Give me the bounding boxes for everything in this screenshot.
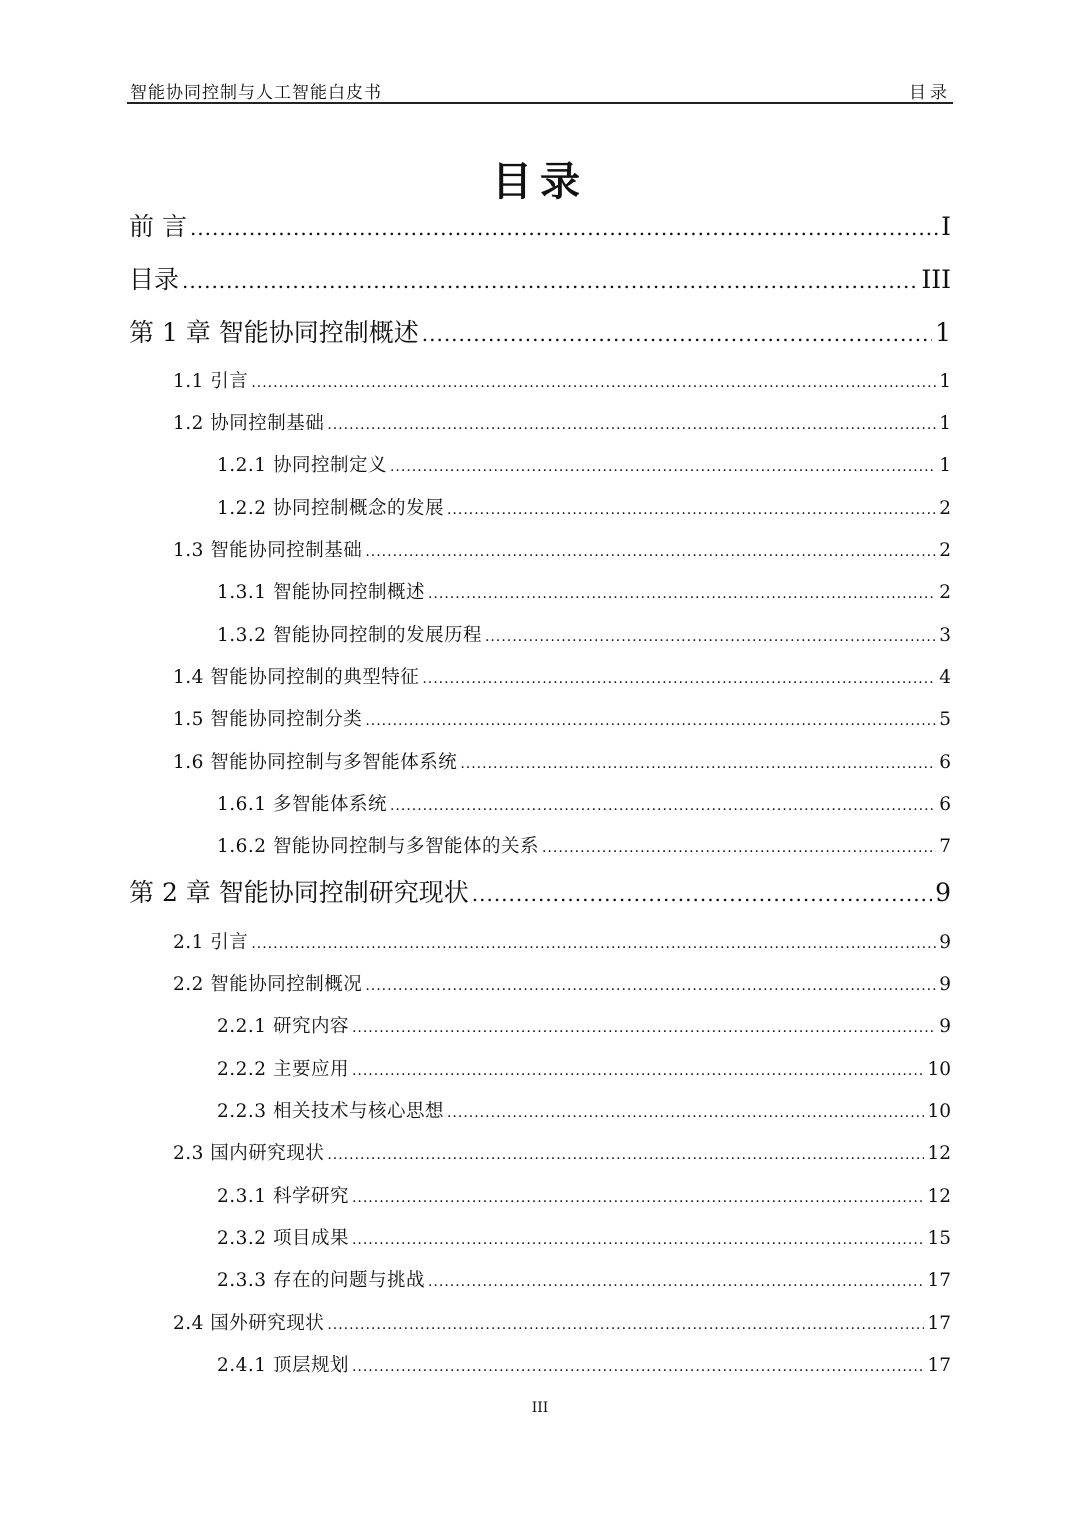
toc-entry-page: 1 <box>939 413 951 434</box>
toc-entry-page: 1 <box>939 371 951 392</box>
toc-entry-page: III <box>921 265 951 294</box>
toc-entry-label: 第 1 章 智能协同控制概述 <box>129 318 419 347</box>
toc-entry-label: 1.4 智能协同控制的典型特征 <box>173 667 420 688</box>
header-section-title: 目录 <box>909 83 951 103</box>
toc-entry-2-4[interactable] <box>173 1309 951 1335</box>
dot-leader <box>352 1020 936 1036</box>
toc-entry-label: 1.3.1 智能协同控制概述 <box>217 582 425 603</box>
toc-entry-page: 9 <box>935 878 951 907</box>
toc-entry-1-1[interactable] <box>173 367 951 393</box>
dot-leader <box>352 1190 925 1206</box>
toc-entry-1-5[interactable] <box>173 705 951 731</box>
toc-entry-1-2-1[interactable] <box>217 451 951 477</box>
toc-entry-2-2[interactable] <box>173 970 951 996</box>
toc-entry-label: 2.2.3 相关技术与核心思想 <box>217 1101 444 1122</box>
dot-leader <box>447 1105 924 1121</box>
toc-entry-label: 2.3.2 项目成果 <box>217 1228 349 1249</box>
toc-entry-chapter-2[interactable] <box>129 873 951 907</box>
dot-leader <box>472 882 932 906</box>
toc-entry-label: 2.2.2 主要应用 <box>217 1059 349 1080</box>
toc-entry-page: 4 <box>939 667 951 688</box>
dot-leader <box>422 671 936 687</box>
toc-entry-page: 10 <box>927 1101 951 1122</box>
toc-entry-page: 9 <box>939 1016 951 1037</box>
toc-entry-preface[interactable] <box>129 207 951 241</box>
dot-leader <box>352 1359 925 1375</box>
toc-entry-label: 2.3.3 存在的问题与挑战 <box>217 1270 425 1291</box>
dot-leader <box>365 978 936 994</box>
toc-entry-page: 3 <box>939 625 951 646</box>
toc-entry-label: 1.5 智能协同控制分类 <box>173 709 363 730</box>
dot-leader <box>542 840 936 856</box>
toc-entry-page: 2 <box>939 498 951 519</box>
toc-entry-1-2-2[interactable] <box>217 494 951 520</box>
toc-entry-2-3-3[interactable] <box>217 1266 951 1292</box>
toc-entry-page: 10 <box>927 1059 951 1080</box>
toc-entry-page: 17 <box>927 1270 951 1291</box>
toc-entry-page: 12 <box>927 1186 951 1207</box>
toc-entry-page: 6 <box>939 794 951 815</box>
toc-entry-page: 12 <box>927 1143 951 1164</box>
dot-leader <box>365 713 936 729</box>
toc-entry-label: 2.3.1 科学研究 <box>217 1186 349 1207</box>
dot-leader <box>390 798 936 814</box>
dot-leader <box>327 1147 924 1163</box>
dot-leader <box>352 1063 925 1079</box>
toc-entry-1-2[interactable] <box>173 409 951 435</box>
toc-entry-page: 6 <box>939 752 951 773</box>
toc-entry-1-4[interactable] <box>173 663 951 689</box>
toc-entry-1-3-2[interactable] <box>217 621 951 647</box>
toc-entry-label: 2.1 引言 <box>173 932 249 953</box>
toc-entry-page: 2 <box>939 540 951 561</box>
toc-entry-2-3-2[interactable] <box>217 1224 951 1250</box>
dot-leader <box>352 1232 925 1248</box>
toc-entry-2-2-3[interactable] <box>217 1097 951 1123</box>
toc-entry-label: 1.3.2 智能协同控制的发展历程 <box>217 625 482 646</box>
toc-entry-page: 1 <box>935 318 951 347</box>
toc-entry-2-4-1[interactable] <box>217 1351 951 1377</box>
toc-entry-label: 1.6.1 多智能体系统 <box>217 794 387 815</box>
dot-leader <box>460 756 936 772</box>
toc-entry-page: 1 <box>939 455 951 476</box>
toc-entry-label: 1.1 引言 <box>173 371 249 392</box>
toc-entry-label: 目录 <box>129 265 180 294</box>
toc-entry-label: 1.2.1 协同控制定义 <box>217 455 387 476</box>
toc-entry-label: 1.6 智能协同控制与多智能体系统 <box>173 752 458 773</box>
toc-entry-label: 2.2.1 研究内容 <box>217 1016 349 1037</box>
toc-entry-page: 7 <box>939 836 951 857</box>
toc-entry-chapter-1[interactable] <box>129 313 951 347</box>
toc-entry-1-3[interactable] <box>173 536 951 562</box>
dot-leader <box>327 417 936 433</box>
toc-entry-label: 2.3 国内研究现状 <box>173 1143 325 1164</box>
toc-entry-label: 1.3 智能协同控制基础 <box>173 540 363 561</box>
dot-leader <box>251 936 936 952</box>
toc-entry-label: 1.2.2 协同控制概念的发展 <box>217 498 444 519</box>
header-document-title: 智能协同控制与人工智能白皮书 <box>130 83 382 103</box>
dot-leader <box>182 269 918 293</box>
toc-entry-1-6[interactable] <box>173 748 951 774</box>
toc-entry-page: 17 <box>927 1355 951 1376</box>
toc-entry-page: 2 <box>939 582 951 603</box>
toc-entry-2-2-1[interactable] <box>217 1012 951 1038</box>
toc-entry-label: 2.4 国外研究现状 <box>173 1313 325 1334</box>
toc-entry-2-3-1[interactable] <box>217 1182 951 1208</box>
dot-leader <box>251 375 936 391</box>
dot-leader <box>327 1317 924 1333</box>
dot-leader <box>428 1274 924 1290</box>
dot-leader <box>428 586 936 602</box>
toc-entry-page: 15 <box>927 1228 951 1249</box>
toc-entry-2-2-2[interactable] <box>217 1055 951 1081</box>
toc-entry-label: 前 言 <box>129 212 187 241</box>
toc-entry-contents[interactable] <box>129 260 951 294</box>
toc-entry-page: I <box>941 212 951 241</box>
toc-entry-page: 9 <box>939 932 951 953</box>
dot-leader <box>422 322 932 346</box>
toc-entry-label: 1.2 协同控制基础 <box>173 413 325 434</box>
toc-entry-label: 2.4.1 顶层规划 <box>217 1355 349 1376</box>
toc-entry-page: 17 <box>927 1313 951 1334</box>
toc-entry-label: 1.6.2 智能协同控制与多智能体的关系 <box>217 836 539 857</box>
dot-leader <box>447 502 936 518</box>
toc-entry-2-1[interactable] <box>173 928 951 954</box>
dot-leader <box>365 544 936 560</box>
page-title: 目录 <box>492 159 588 205</box>
dot-leader <box>190 216 938 240</box>
toc-entry-page: 5 <box>939 709 951 730</box>
toc-entry-label: 2.2 智能协同控制概况 <box>173 974 363 995</box>
toc-entry-1-6-1[interactable] <box>217 790 951 816</box>
toc-entry-1-3-1[interactable] <box>217 578 951 604</box>
dot-leader <box>485 629 936 645</box>
page-number: III <box>531 1400 549 1416</box>
toc-entry-1-6-2[interactable] <box>217 832 951 858</box>
toc-entry-label: 第 2 章 智能协同控制研究现状 <box>129 878 469 907</box>
toc-entry-2-3[interactable] <box>173 1139 951 1165</box>
dot-leader <box>390 459 936 475</box>
toc-entry-page: 9 <box>939 974 951 995</box>
